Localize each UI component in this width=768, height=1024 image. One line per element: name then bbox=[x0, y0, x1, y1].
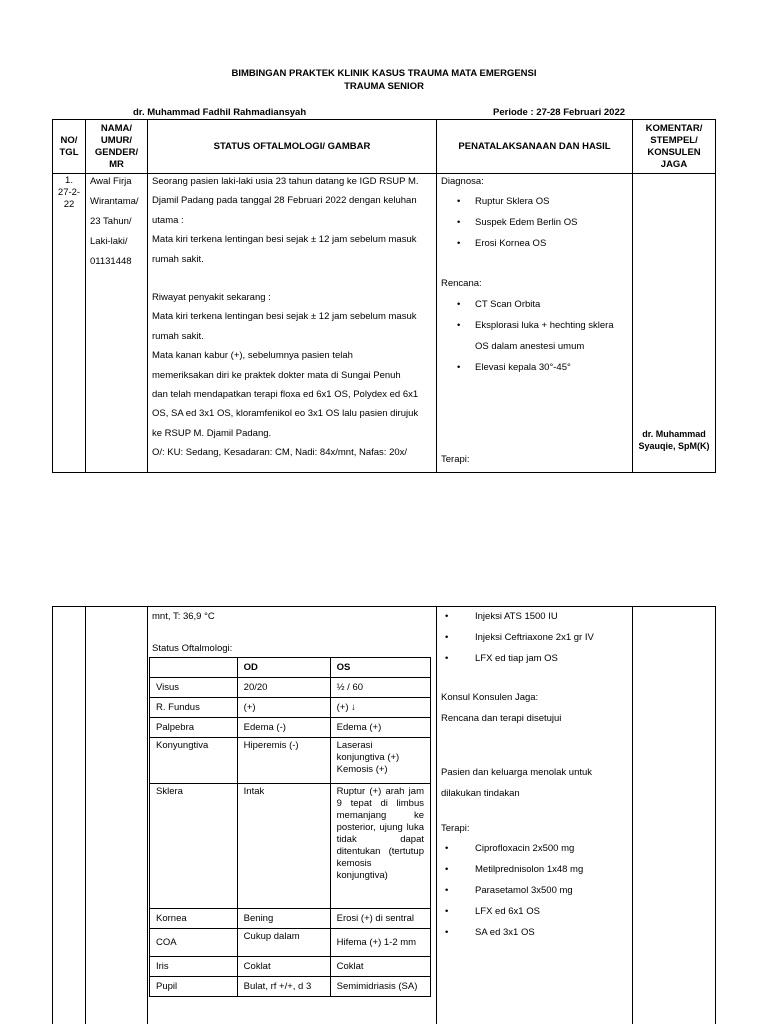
terapi-label-2: Terapi: bbox=[441, 823, 470, 834]
terapi-obat-list: • Ciprofloxacin 2x500 mg • Metilprednisolon 1x48 mg • Parasetamol 3x500 mg • LFX ed 6x1 OS • SA ed 3x1 OS bbox=[441, 838, 631, 943]
period-label: Periode : 27-28 Februari 2022 bbox=[493, 107, 626, 118]
col-header-nama: NAMA/ UMUR/ GENDER/ MR bbox=[94, 122, 139, 170]
table-row: Kornea Bening Erosi (+) di sentral bbox=[150, 909, 431, 929]
menolak-line-2: dilakukan tindakan bbox=[441, 788, 520, 799]
konsulen-name: dr. Muhammad Syauqie, SpM(K) bbox=[638, 429, 710, 451]
col-header-status: STATUS OFTALMOLOGI/ GAMBAR bbox=[213, 140, 371, 152]
table-row: Pupil Bulat, rf +/+, d 3 Semimidriasis (SA) bbox=[150, 977, 431, 997]
konsul-text: Rencana dan terapi disetujui bbox=[441, 713, 562, 724]
konsul-label: Konsul Konsulen Jaga: bbox=[441, 692, 539, 703]
table-row: Konyungtiva Hiperemis (-) Laserasi konjungtiva (+) Kemosis (+) bbox=[150, 738, 431, 784]
status-anamnesis: Seorang pasien laki-laki usia 23 tahun datang ke IGD RSUP M. Djamil Padang pada tanggal 28 Februari 2022 dengan keluhan utama : Mata kiri terkena lentingan besi sejak ± 12 jam sebelum masuk rumah sakit. Riwayat penyakit sekarang : Mata kiri terkena lentingan besi sejak ± 12 jam sebelum masuk rumah sakit. Mata kanan kabur (+), sebelumnya pasien telah memeriksakan diri ke praktek dokter mata di Sungai Penuh dan telah mendapatkan terapi floxa ed 6x1 OS, Polydex ed 6x1 OS, SA ed 3x1 OS, kloramfenikol eo 3x1 OS lalu pasien dirujuk ke RSUP M. Djamil Padang. O/: KU: Sedang, Kesadaran: CM, Nadi: 84x/mnt, Nafas: 20x/ bbox=[152, 176, 419, 459]
diagnosa-list: • Ruptur Sklera OS • Suspek Edem Berlin OS • Erosi Kornea OS bbox=[441, 191, 631, 254]
rencana-list: • CT Scan Orbita • Eksplorasi luka + hechting sklera OS dalam anestesi umum • Elevasi kepala 30°-45° bbox=[441, 294, 631, 378]
table-row: Palpebra Edema (-) Edema (+) bbox=[150, 718, 431, 738]
terapi-injeksi-list: • Injeksi ATS 1500 IU • Injeksi Ceftriaxone 2x1 gr IV • LFX ed tiap jam OS bbox=[441, 606, 631, 669]
rencana-label: Rencana: bbox=[441, 278, 482, 289]
ophthalmology-table bbox=[149, 657, 431, 997]
menolak-line-1: Pasien dan keluarga menolak untuk bbox=[441, 767, 593, 778]
diagnosa-label: Diagnosa: bbox=[441, 176, 484, 187]
terapi-label: Terapi: bbox=[441, 454, 470, 465]
table-header-row: OD OS bbox=[150, 658, 431, 678]
patient-identity: Awal Firja Wirantama/ 23 Tahun/ Laki-laki/ 01131448 bbox=[90, 176, 139, 267]
col-header-no: NO/ TGL bbox=[59, 134, 79, 158]
document-subtitle: TRAUMA SENIOR bbox=[344, 81, 424, 92]
table-row: COA Cukup dalam Hifema (+) 1-2 mm bbox=[150, 929, 431, 957]
table-row: Visus 20/20 ½ / 60 bbox=[150, 678, 431, 698]
table-row: Iris Coklat Coklat bbox=[150, 957, 431, 977]
col-header-penatalaksanaan: PENATALAKSANAAN DAN HASIL bbox=[458, 140, 611, 152]
col-header-komentar: KOMENTAR/ STEMPEL/ KONSULEN JAGA bbox=[645, 122, 703, 170]
row-number-date: 1. 27-2- 22 bbox=[57, 175, 81, 210]
vital-signs-continued: mnt, T: 36,9 °C bbox=[152, 611, 215, 622]
management-continued bbox=[441, 606, 631, 943]
management-plan bbox=[441, 176, 631, 466]
status-oftalmologi-label: Status Oftalmologi: bbox=[152, 643, 233, 654]
doctor-name: dr. Muhammad Fadhil Rahmadiansyah bbox=[133, 107, 307, 118]
table-row: R. Fundus (+) (+) ↓ bbox=[150, 698, 431, 718]
document-title: BIMBINGAN PRAKTEK KLINIK KASUS TRAUMA MATA EMERGENSI bbox=[231, 68, 537, 79]
table-row: Sklera Intak Ruptur (+) arah jam 9 tepat di limbus memanjang ke posterior, ujung luka tidak dapat ditentukan (tertutup kemosis konjungtiva) bbox=[150, 784, 431, 909]
